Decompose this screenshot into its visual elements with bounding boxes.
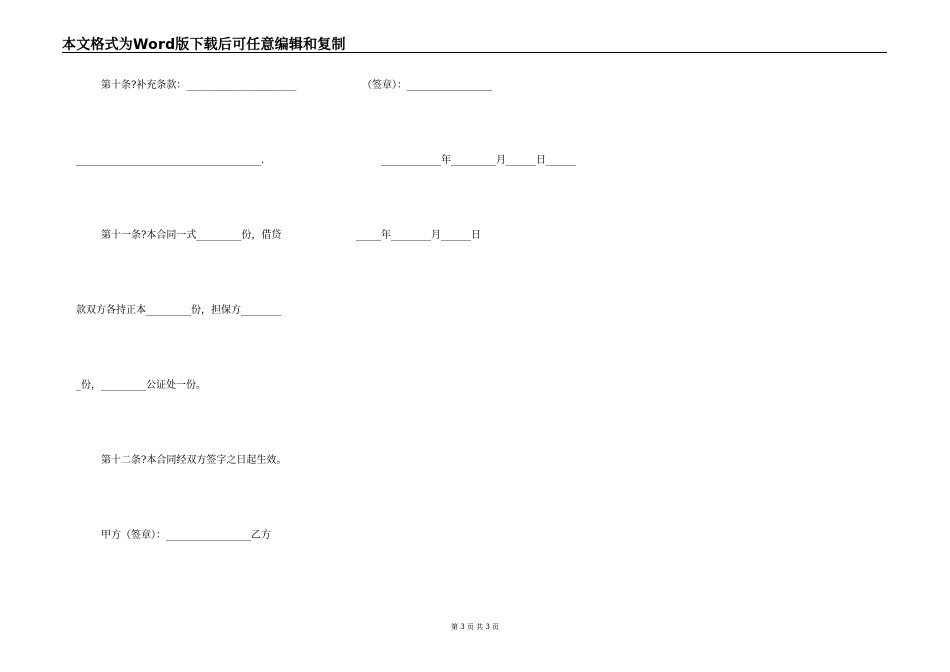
clause-10-supplementary-terms: 第十条?补充条款：______________________: [101, 80, 297, 91]
header-divider: [62, 52, 887, 53]
clause-12-effective: 第十二条?本合同经双方签字之日起生效。: [101, 455, 287, 466]
party-signatures: 甲方（签章）：_________________乙方: [101, 530, 271, 541]
blank-line: _____________________________________.: [76, 155, 265, 166]
clause-11-continuation: 款双方各持正本_________份，担保方________: [76, 305, 281, 316]
signature-field: （签章）：_________________: [362, 80, 492, 91]
document-header-title: 本文格式为Word版下载后可任意编辑和复制: [62, 37, 346, 53]
clause-11-notary: _份，_________公证处一份。: [76, 380, 206, 391]
page-number: 第 3 页 共 3 页: [450, 623, 500, 631]
clause-11-copies: 第十一条?本合同一式_________份，借贷: [101, 230, 282, 241]
date-field: ____________年_________月______日______: [381, 155, 576, 166]
date-field-2: _____年________月______日: [356, 230, 481, 241]
